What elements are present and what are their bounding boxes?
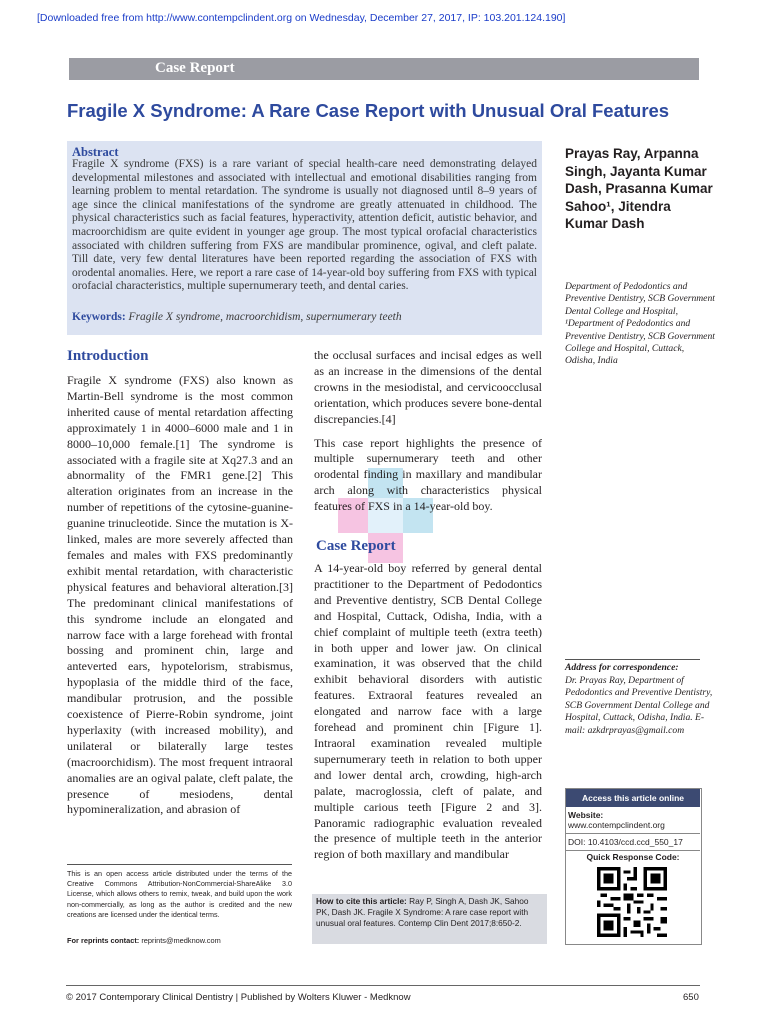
citation (316, 896, 544, 929)
reprints-email[interactable]: reprints@medknow.com (141, 936, 221, 945)
website-link[interactable]: www.contempclindent.org (568, 820, 665, 830)
introduction-paragraph-1: Fragile X syndrome (FXS) also known as Martin-Bell syndrome is the most common inherited cause of mental retardation affecting approximately 1 in 4000–6000 male and 1 in 8000–10,000 female.[1] The syndrome is associated with a fragile site at Xq27.3 and an abnormality of the FMR1 gene.[2] This alteration originates from an increase in the number of repetitions of the cytosine-guanine-guanine trinucleotide. Since the mutation is X-linked, males are more severely affected than females and males with FXS predominantly exhibit mental retardation, with characteristic physical features and behavioral alteration.[3] The predominant clinical manifestations of this syndrome include an elongated and narrow face with a large forehead with frontal bossing and prominent chin, large and anteverted ears, hypotelorism, strabismus, hypoplasia of the middle third of the face, mandibular protrusion, and the possible coexistence of Pierre-Robin syndrome, joint hyperlaxity (with increased mobility), and unilateral or bilaterally large testes (macroorchidism). The most frequent intraoral anomalies are an ogival palate, cleft palate, the presence of mesiodens, dental hypomineralization, and abrasion of (67, 373, 293, 817)
access-divider-2 (566, 850, 700, 851)
citation-label: How to cite this article: (316, 896, 407, 906)
section-label: Case Report (155, 60, 235, 76)
introduction-paragraph-3: This case report highlights the presence of multiple supernumerary teeth and other orodental finding in maxillary and mandibular arch along with characteristics physical features of FXS in a 14-year-old boy. (314, 435, 542, 514)
introduction-column-right (314, 348, 542, 515)
introduction-column-left (67, 373, 293, 818)
abstract-text: Fragile X syndrome (FXS) is a rare variant of special health-care need demonstrating delayed developmental milestones and associated with intellectual and emotional disabilities ranging from learning problem to mental retardation. The syndrome is usually not diagnosed until 8–9 years of age since the clinical manifestations of the syndrome are greatly attenuated in childhood. The physical characteristics such as facial features, hyperactivity, attention deficit, autistic behavior, and macroorchidism are quite evident in younger age group. The most typical orofacial characteristics associated with children suffering from FXS are mandibular prominence, ogival, and cleft palate. Till date, very few dental literatures have been reported regarding the association of FXS with orodental anomalies. Here, we report a rare case of 14-year-old boy suffering from FXS with typical orofacial characteristics, multiple supernumerary teeth, and dental caries. (72, 158, 537, 293)
license-divider (67, 864, 292, 865)
correspondence-address (565, 662, 715, 738)
reprints-contact (67, 936, 221, 945)
license-text: This is an open access article distributed under the terms of the Creative Commons Attribution-NonCommercial-ShareAlike 3.0 License, which allows others to remix, tweak, and build upon the work non-commercially, as long as the author is credited and the new creations are licensed under the identical terms. (67, 869, 292, 919)
footer-copyright: © 2017 Contemporary Clinical Dentistry | Published by Wolters Kluwer - Medknow (66, 992, 411, 1003)
correspondence-label: Address for correspondence: (565, 662, 679, 673)
page-number: 650 (683, 992, 699, 1003)
abstract-heading: Abstract (72, 145, 119, 159)
access-divider-1 (566, 833, 700, 834)
download-notice[interactable]: [Downloaded free from http://www.contempclindent.org on Wednesday, December 27, 2017, IP: 103.201.124.190] (37, 12, 566, 24)
affiliation: Department of Pedodontics and Preventive Dentistry, SCB Government Dental College and Hospital, ¹Department of Pedodontics and Preventive Dentistry, SCB Government College and Hospital, Cuttack, Odisha, India (565, 281, 715, 367)
qr-label: Quick Response Code: (586, 852, 680, 862)
citation-text: Ray P, Singh A, Dash JK, Sahoo PK, Dash JK. Fragile X Syndrome: A rare case report with unusual oral features. Contemp Clin Dent 2017;8:650-2. (316, 896, 529, 928)
article-title: Fragile X Syndrome: A Rare Case Report with Unusual Oral Features (67, 100, 670, 121)
correspondence-divider (565, 659, 700, 660)
case-report-heading: Case Report (316, 538, 396, 554)
case-report-column (314, 561, 542, 863)
author-list: Prayas Ray, Arpanna Singh, Jayanta Kumar Dash, Prasanna Kumar Sahoo¹, Jitendra Kumar Dash (565, 146, 713, 232)
qr-code-icon[interactable] (597, 866, 667, 938)
introduction-paragraph-2: the occlusal surfaces and incisal edges as well as an increase in the dimensions of the dental crowns in the mesiodistal, and cervicoocclusal orientation, which produces severe bone-dental discrepancies.[4] (314, 348, 542, 426)
keywords-label: Keywords: (72, 311, 126, 323)
reprints-label: For reprints contact: (67, 936, 140, 945)
case-report-paragraph-1: A 14-year-old boy referred by general dental practitioner to the Department of Pedodontics and Preventive dentistry, SCB Dental College and Hospital, Cuttack, Odisha, India, with a chief complaint of multiple teeth (extra teeth) in both upper and lower jaw. On clinical examination, it was observed that the child exhibit behavioral disorders with autistic features. Extraoral features revealed an elongated and narrow face with a large forehead and prominent chin [Figure 1]. Intraoral examination revealed multiple supernumerary teeth in relation to both upper and lower dental arch, crowding, high-arch palate, macroglossia, cleft of palate, and multiple carious teeth [Figure 2 and 3]. Panoramic radiographic evaluation revealed the presence of multiple teeth in the anterior region of both maxillary and mandibular (314, 561, 542, 862)
correspondence-text: Dr. Prayas Ray, Department of Pedodontics and Preventive Dentistry, SCB Government Dental College and Hospital, Cuttack, Odisha, India. E-mail: azkdrprayas@gmail.com (565, 674, 713, 736)
footer-divider (66, 985, 700, 986)
introduction-heading: Introduction (67, 348, 149, 364)
website-label: Website: (568, 810, 604, 820)
access-box-header: Access this article online (566, 789, 700, 807)
doi-text[interactable]: DOI: 10.4103/ccd.ccd_550_17 (568, 837, 683, 847)
section-label-bar (69, 58, 699, 80)
keywords-text: Fragile X syndrome, macroorchidism, supernumerary teeth (128, 311, 402, 323)
keywords (72, 311, 537, 323)
